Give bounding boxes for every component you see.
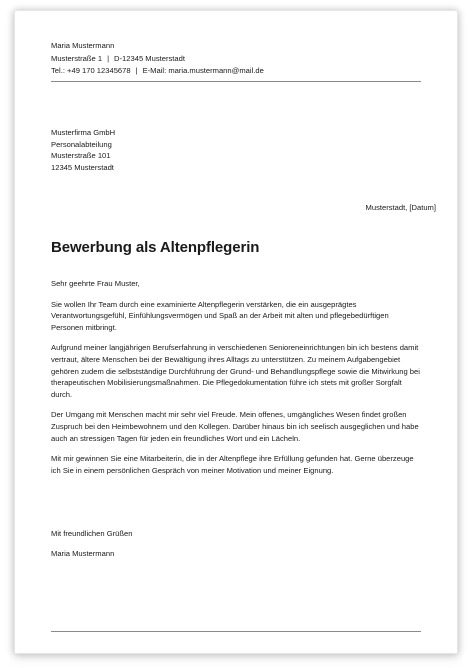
letter-body: [51, 278, 421, 485]
salutation: Sehr geehrte Frau Muster,: [51, 279, 140, 288]
recipient-address: [51, 127, 115, 173]
sender-name: Maria Mustermann: [51, 41, 115, 50]
recipient-line: 12345 Musterstadt: [51, 162, 114, 172]
body-paragraph: Aufgrund meiner langjährigen Berufserfahrung in verschiedenen Senioreneinrichtungen bin ich bestens damit vertraut, ältere Menschen bei der Bewältigung ihres Alltags zu unterstützen. Zu meinem Aufgabengebiet gehören zudem die selbstständige Durchführung der Grund- und Behandlungspflege sowie die Mitwirkung bei therapeutischen Mobilisierungsmaßnahmen. Die Pflegedokumentation führe ich stets mit großer Sorgfalt durch.: [51, 343, 420, 399]
sender-address-line: [51, 53, 422, 65]
body-paragraph: Mit mir gewinnen Sie eine Mitarbeiterin, die in der Altenpflege ihre Erfüllung gefunden hat. Gerne überzeuge ich Sie in einem persönlichen Gespräch von meiner Motivation und meiner Eignung.: [51, 454, 414, 475]
body-paragraph: Sie wollen Ihr Team durch eine examinierte Altenpflegerin verstärken, die ein ausgeprägtes Verantwortungsgefühl, Einfühlungsvermögen und Spaß an der Arbeit mit alten und pflegebedürftigen Personen mitbringt.: [51, 299, 389, 332]
footer-divider: [51, 631, 421, 632]
sender-street: Musterstraße 1: [51, 54, 103, 63]
sender-phone: Tel.: +49 170 12345678: [51, 65, 131, 75]
letter-subject: Bewerbung als Altenpflegerin: [51, 239, 260, 256]
separator: |: [135, 65, 138, 75]
sender-email: E-Mail: maria.mustermann@mail.de: [142, 65, 264, 75]
sender-city: D-12345 Musterstadt: [114, 54, 185, 63]
signature-name: Maria Mustermann: [51, 549, 115, 558]
separator: |: [107, 54, 110, 63]
recipient-line: Musterfirma GmbH: [51, 128, 116, 137]
closing: Mit freundlichen Grüßen: [51, 529, 133, 538]
recipient-line: Personalabteilung: [51, 139, 112, 149]
date-line: Musterstadt, [Datum]: [365, 203, 436, 212]
sender-contact-line: [51, 65, 422, 77]
header-divider: [51, 81, 421, 82]
sender-contact: [51, 53, 422, 76]
body-paragraph: Der Umgang mit Menschen macht mir sehr viel Freude. Mein offenes, umgängliches Wesen findet großen Zuspruch bei den Heimbewohnern und den Kollegen. Darüber hinaus bin ich seelisch ausgeglichen und habe auch an stressigen Tagen für jeden ein freundliches Wort und ein Lächeln.: [51, 410, 419, 443]
recipient-line: Musterstraße 101: [51, 151, 111, 160]
